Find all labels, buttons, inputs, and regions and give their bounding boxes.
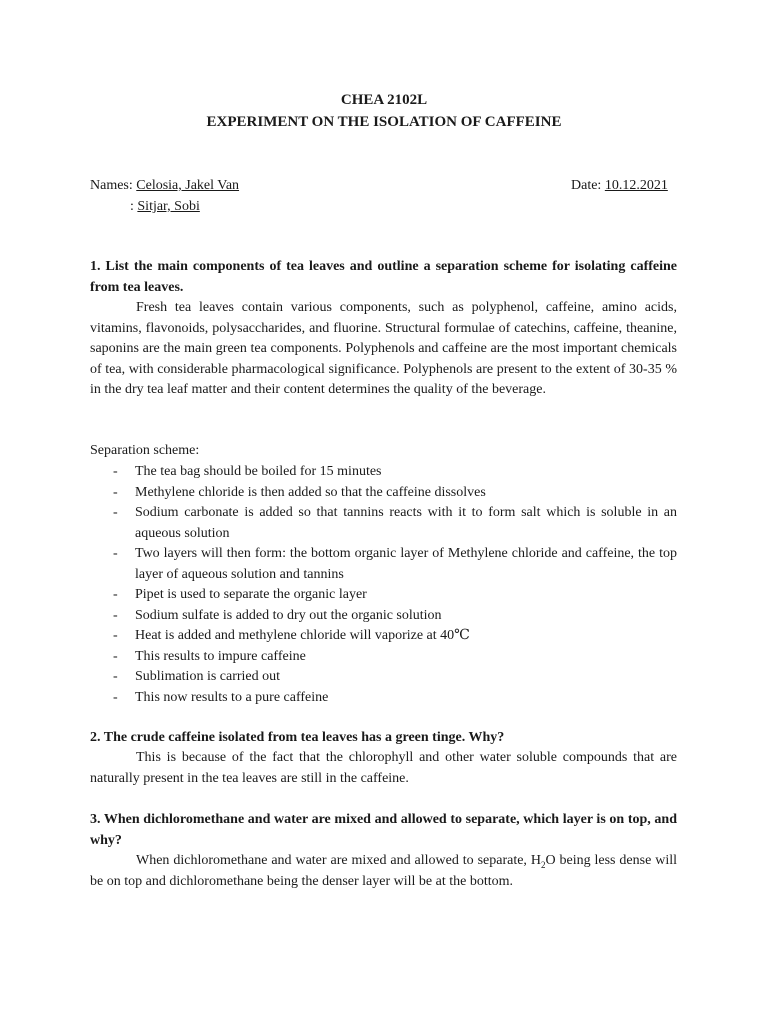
answer-2: This is because of the fact that the chlorophyll and other water soluble compounds that are naturally present in the tea leaves are still in the caffeine.: [90, 750, 677, 786]
separation-step-text: This now results to a pure caffeine: [135, 689, 329, 705]
separation-step-text: Pipet is used to separate the organic layer: [135, 587, 367, 602]
separation-step-text: Methylene chloride is then added so that the caffeine dissolves: [135, 484, 486, 500]
separation-step-text: The tea bag should be boiled for 15 minutes: [135, 464, 382, 479]
bullet-dash: -: [113, 546, 118, 561]
student-name-2: Sitjar, Sobi: [137, 199, 200, 214]
bullet-dash: -: [113, 607, 118, 623]
answer-3: [90, 851, 677, 892]
date-row: [571, 176, 668, 197]
separation-step-text: Heat is added and methylene chloride will vaporize at 40℃: [135, 628, 470, 643]
bullet-dash: -: [113, 587, 118, 602]
separation-step: [90, 483, 677, 504]
document-title: EXPERIMENT ON THE ISOLATION OF CAFFEINE: [206, 114, 562, 130]
separation-step: [90, 647, 677, 668]
bullet-dash: -: [113, 648, 118, 664]
name-colon: :: [130, 199, 134, 214]
answer-1: Fresh tea leaves contain various components, such as polyphenol, caffeine, amino acids, vitamins, flavonoids, polysaccharides, and fluorine. Structural formulae of catechins, caffeine, theanine, saponins are the main green tea components. Polyphenols and caffeine are the most important chemicals of tea, with considerable pharmacological significance. Polyphenols are present to the extent of 30-35 % in the dry tea leaf matter and their content determines the quality of the beverage.: [90, 300, 677, 397]
separation-step: [90, 688, 677, 709]
bullet-dash: -: [113, 689, 118, 705]
answer-3-subscript: 2: [540, 859, 546, 870]
separation-step-text: This results to impure caffeine: [135, 648, 306, 664]
names-row-2: [130, 197, 200, 218]
separation-step-text: Two layers will then form: the bottom organic layer of Methylene chloride and caffeine, the top layer of aqueous solution and tannins: [135, 546, 677, 582]
separation-step-text: Sublimation is carried out: [135, 669, 281, 684]
separation-step: [90, 585, 677, 606]
bullet-dash: -: [113, 484, 118, 500]
separation-steps-list: [90, 462, 677, 708]
separation-step-text: Sodium sulfate is added to dry out the organic solution: [135, 607, 442, 623]
separation-step: [90, 503, 677, 544]
question-1: 1. List the main components of tea leaves and outline a separation scheme for isolating caffeine from tea leaves.: [90, 259, 677, 295]
bullet-dash: -: [113, 505, 118, 520]
names-row: [90, 176, 239, 197]
bullet-dash: -: [113, 464, 118, 479]
names-label: Names:: [90, 178, 133, 193]
separation-step: [90, 544, 677, 585]
date-label: Date:: [571, 178, 602, 193]
question-2: 2. The crude caffeine isolated from tea leaves has a green tinge. Why?: [90, 730, 505, 745]
date-value: 10.12.2021: [604, 178, 668, 193]
separation-step: [90, 462, 677, 483]
separation-step: [90, 667, 677, 688]
answer-3-text-a: When dichloromethane and water are mixed and allowed to separate, H: [136, 853, 541, 868]
separation-step: [90, 626, 677, 647]
bullet-dash: -: [113, 669, 118, 684]
separation-scheme-label: Separation scheme:: [90, 443, 200, 458]
separation-step-text: Sodium carbonate is added so that tannins reacts with it to form salt which is soluble in an aqueous solution: [135, 505, 677, 541]
course-code: CHEA 2102L: [340, 92, 428, 108]
answer-3-text-b: O being less dense will be on top and dichloromethane being the denser layer will be at the bottom.: [90, 853, 677, 889]
question-3: 3. When dichloromethane and water are mixed and allowed to separate, which layer is on top, and why?: [90, 812, 677, 848]
student-name-1: Celosia, Jakel Van: [136, 178, 240, 193]
separation-step: [90, 606, 677, 627]
bullet-dash: -: [113, 628, 118, 643]
